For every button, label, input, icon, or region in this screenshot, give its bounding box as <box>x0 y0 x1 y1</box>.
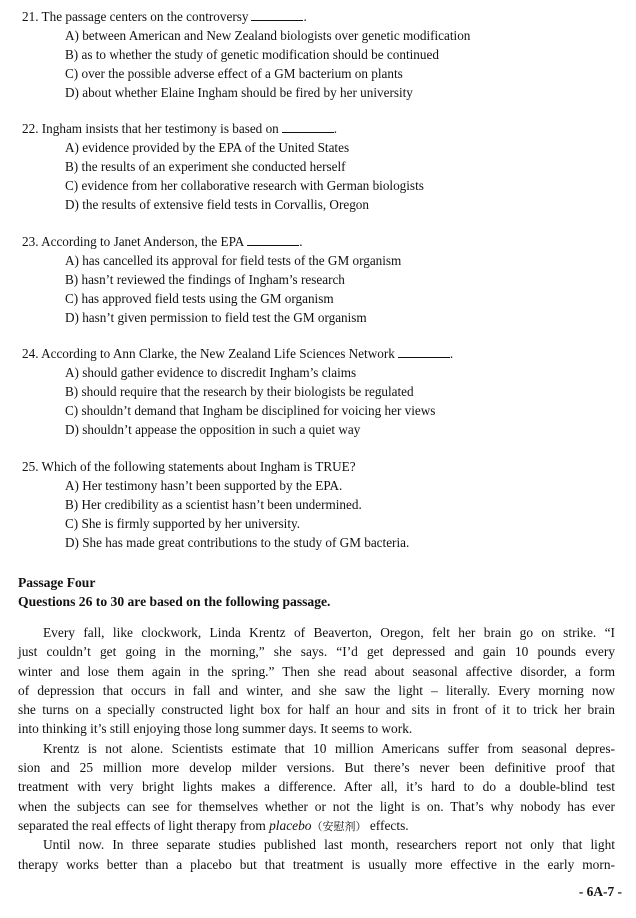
option-d: D) hasn’t given permission to field test the GM organism <box>65 310 367 325</box>
option-b: B) Her credibility as a scientist hasn’t been undermined. <box>65 497 362 512</box>
option-a: A) should gather evidence to discredit Ingham’s claims <box>65 365 357 380</box>
stem-end: . <box>449 346 454 361</box>
option-c: C) has approved field tests using the GM organism <box>65 291 334 306</box>
option-c: C) She is firmly supported by her university. <box>65 516 301 531</box>
passage-line: therapy works better than a placebo but that treatment is usually more effective in the early morn- <box>18 856 615 872</box>
question-number: 22. <box>22 121 39 136</box>
question-23 <box>22 232 622 327</box>
option-b: B) hasn’t reviewed the findings of Ingham’s research <box>65 272 345 287</box>
question-number: 21. <box>22 9 39 24</box>
option-c: C) shouldn’t demand that Ingham be disciplined for voicing her views <box>65 403 436 418</box>
answer-blank <box>251 9 303 21</box>
stem-end: . <box>303 9 307 24</box>
option-c: C) over the possible adverse effect of a GM bacterium on plants <box>65 66 403 81</box>
option-b: B) should require that the research by their biologists be regulated <box>65 384 414 399</box>
stem-end: . <box>299 234 303 249</box>
passage-line: into thinking it’s still enjoying those long summer days. It seems to work. <box>18 721 413 737</box>
chinese-gloss: （安慰剂） <box>311 819 367 833</box>
passage-line: just couldn’t get going in the morning,” she says. “I’d get depressed and gain 10 pounds every <box>18 644 615 660</box>
question-25 <box>22 457 622 552</box>
question-24 <box>22 344 622 439</box>
passage-line: Until now. In three separate studies published last month, researchers report not only that light <box>43 837 615 853</box>
page-number: - 6A-7 - <box>578 884 622 899</box>
stem-end: . <box>333 121 338 136</box>
passage-line: Every fall, like clockwork, Linda Krentz of Beaverton, Oregon, felt her brain go on strike. “I <box>43 625 615 640</box>
passage-line: Krentz is not alone. Scientists estimate that 10 million Americans suffer from seasonal depres- <box>43 740 615 756</box>
vocabulary-term: placebo <box>269 817 312 833</box>
question-number: 25. <box>22 459 39 474</box>
passage-line: winter and lose them again in the spring.” Then she read about seasonal affective disorder, a form <box>18 663 615 679</box>
question-text: The passage centers on the controversy <box>41 9 249 24</box>
passage-line <box>18 816 615 835</box>
question-21 <box>22 7 622 102</box>
option-c: C) evidence from her collaborative research with German biologists <box>65 178 424 193</box>
passage-header <box>18 573 330 611</box>
passage-text: separated the real effects of light therapy from <box>18 817 266 833</box>
option-d: D) She has made great contributions to the study of GM bacteria. <box>65 535 410 550</box>
passage-line: she turns on a specially constructed light box for half an hour and sits in front of it to trick her brain <box>18 702 615 718</box>
answer-blank <box>398 346 450 358</box>
passage-line: sion and 25 million more develop milder versions. But there’s never been definitive proof that <box>18 760 615 776</box>
question-stem <box>22 119 622 138</box>
answer-blank <box>282 121 334 133</box>
question-text: According to Janet Anderson, the EPA <box>41 234 245 249</box>
option-b: B) the results of an experiment she conducted herself <box>65 159 346 174</box>
passage-line: of depression that occurs in fall and winter, and she saw the light – literally. Every morning now <box>18 682 615 698</box>
passage-text: effects. <box>369 817 409 833</box>
answer-blank <box>247 234 299 246</box>
question-22 <box>22 119 622 214</box>
question-text: Which of the following statements about Ingham is TRUE? <box>41 459 356 474</box>
option-d: D) shouldn’t appease the opposition in such a quiet way <box>65 422 361 437</box>
option-a: A) evidence provided by the EPA of the United States <box>65 140 350 155</box>
option-b: B) as to whether the study of genetic modification should be continued <box>65 47 439 62</box>
question-text: Ingham insists that her testimony is based on <box>41 121 279 136</box>
passage-line: when the subjects can see for themselves whether or not the light is on. That’s why nobody has ever <box>18 798 615 814</box>
question-stem <box>22 7 622 26</box>
option-a: A) has cancelled its approval for field tests of the GM organism <box>65 253 402 268</box>
passage-instruction: Questions 26 to 30 are based on the following passage. <box>18 594 331 609</box>
question-number: 24. <box>22 346 39 361</box>
option-d: D) the results of extensive field tests in Corvallis, Oregon <box>65 197 369 212</box>
option-a: A) Her testimony hasn’t been supported by the EPA. <box>65 478 343 493</box>
passage-line: treatment with very bright lights makes a difference. After all, it’s hard to do a double-blind test <box>18 779 615 795</box>
question-number: 23. <box>22 234 39 249</box>
option-a: A) between American and New Zealand biologists over genetic modification <box>65 28 471 43</box>
question-stem <box>22 344 622 363</box>
question-stem <box>22 232 622 251</box>
question-text: According to Ann Clarke, the New Zealand Life Sciences Network <box>41 346 395 361</box>
question-stem <box>22 457 622 476</box>
option-d: D) about whether Elaine Ingham should be fired by her university <box>65 85 413 100</box>
passage-body <box>18 623 615 874</box>
passage-title: Passage Four <box>18 575 96 590</box>
